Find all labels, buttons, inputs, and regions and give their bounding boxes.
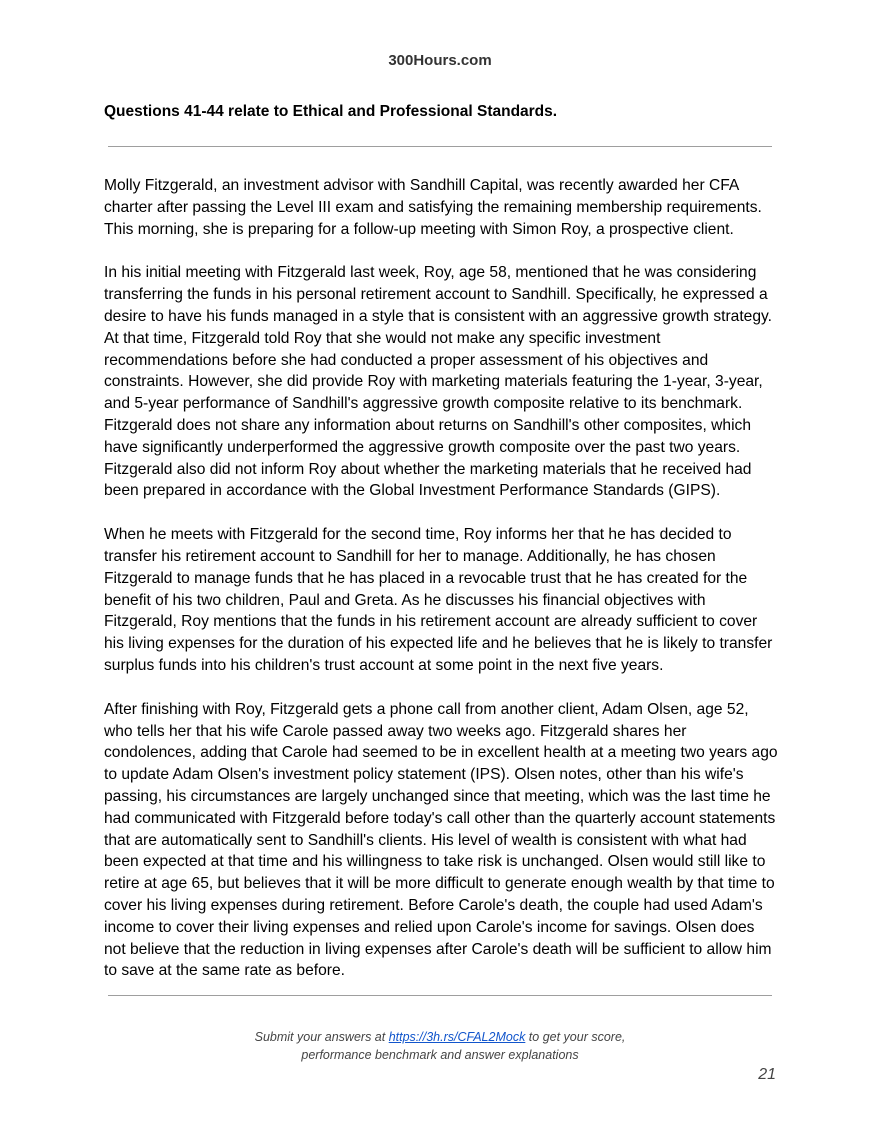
site-header: 300Hours.com — [388, 52, 492, 69]
footer-line-2: performance benchmark and answer explanations — [301, 1048, 579, 1062]
page-number: 21 — [758, 1066, 776, 1083]
footer-suffix: to get your score, — [525, 1030, 626, 1044]
paragraph-intro: Molly Fitzgerald, an investment advisor with Sandhill Capital, was recently awarded her CFA charter after passing the Level III exam and satisfying the remaining membership requirements. This morning, she is preparing for a follow-up meeting with Simon Roy, a prospective client. — [104, 177, 762, 238]
vignette-body — [104, 175, 780, 1004]
footer-line-1 — [0, 1028, 880, 1046]
submit-answers-link[interactable]: https://3h.rs/CFAL2Mock — [388, 1030, 526, 1044]
footer-note — [0, 1028, 880, 1064]
section-heading: Questions 41-44 relate to Ethical and Professional Standards. — [104, 103, 558, 120]
paragraph-second-meeting: When he meets with Fitzgerald for the second time, Roy informs her that he has decided to transfer his retirement account to Sandhill for her to manage. Additionally, he has chosen Fitzgerald to manage funds that he has placed in a revocable trust that he has created for the benefit of his two children, Paul and Greta. As he discusses his financial objectives with Fitzgerald, Roy mentions that the funds in his retirement account are already sufficient to cover his living expenses for the duration of his expected life and he believes that he is likely to transfer surplus funds into his children's trust account at some point in the next five years. — [104, 526, 773, 674]
paragraph-initial-meeting: In his initial meeting with Fitzgerald last week, Roy, age 58, mentioned that he was considering transferring the funds in his personal retirement account to Sandhill. Specifically, he expressed a desire to have his funds managed in a style that is consistent with an aggressive growth strategy. At that time, Fitzgerald told Roy that she would not make any specific investment recommendations before she had conducted a proper assessment of his objectives and constraints. However, she did provide Roy with marketing materials featuring the 1-year, 3-year, and 5-year performance of Sandhill's aggressive growth composite relative to its benchmark. Fitzgerald does not share any information about returns on Sandhill's other composites, which have significantly underperformed the aggressive growth composite over the past two years. Fitzgerald also did not inform Roy about whether the marketing materials that he received had been prepared in accordance with the Global Investment Performance Standards (GIPS). — [104, 264, 773, 500]
paragraph-olsen-call: After finishing with Roy, Fitzgerald gets a phone call from another client, Adam Olsen, age 52, who tells her that his wife Carole passed away two weeks ago. Fitzgerald shares her condolences, adding that Carole had seemed to be in excellent health at a meeting two years ago to update Adam Olsen's investment policy statement (IPS). Olsen notes, other than his wife's passing, his circumstances are largely unchanged since that meeting, which was the last time he had communicated with Fitzgerald before today's call other than the quarterly account statements that are automatically sent to Sandhill's clients. His level of wealth is consistent with what had been expected at that time and his willingness to take risk is unchanged. Olsen would still like to retire at age 65, but believes that it will be more difficult to generate enough wealth by that time to cover his living expenses during retirement. Before Carole's death, the couple had used Adam's income to cover their living expenses and relied upon Carole's income for savings. Olsen does not believe that the reduction in living expenses after Carole's death will be sufficient to allow him to save at the same rate as before. — [104, 700, 778, 980]
footer-prefix: Submit your answers at — [254, 1030, 389, 1044]
bottom-divider — [108, 995, 772, 996]
top-divider — [108, 146, 772, 147]
